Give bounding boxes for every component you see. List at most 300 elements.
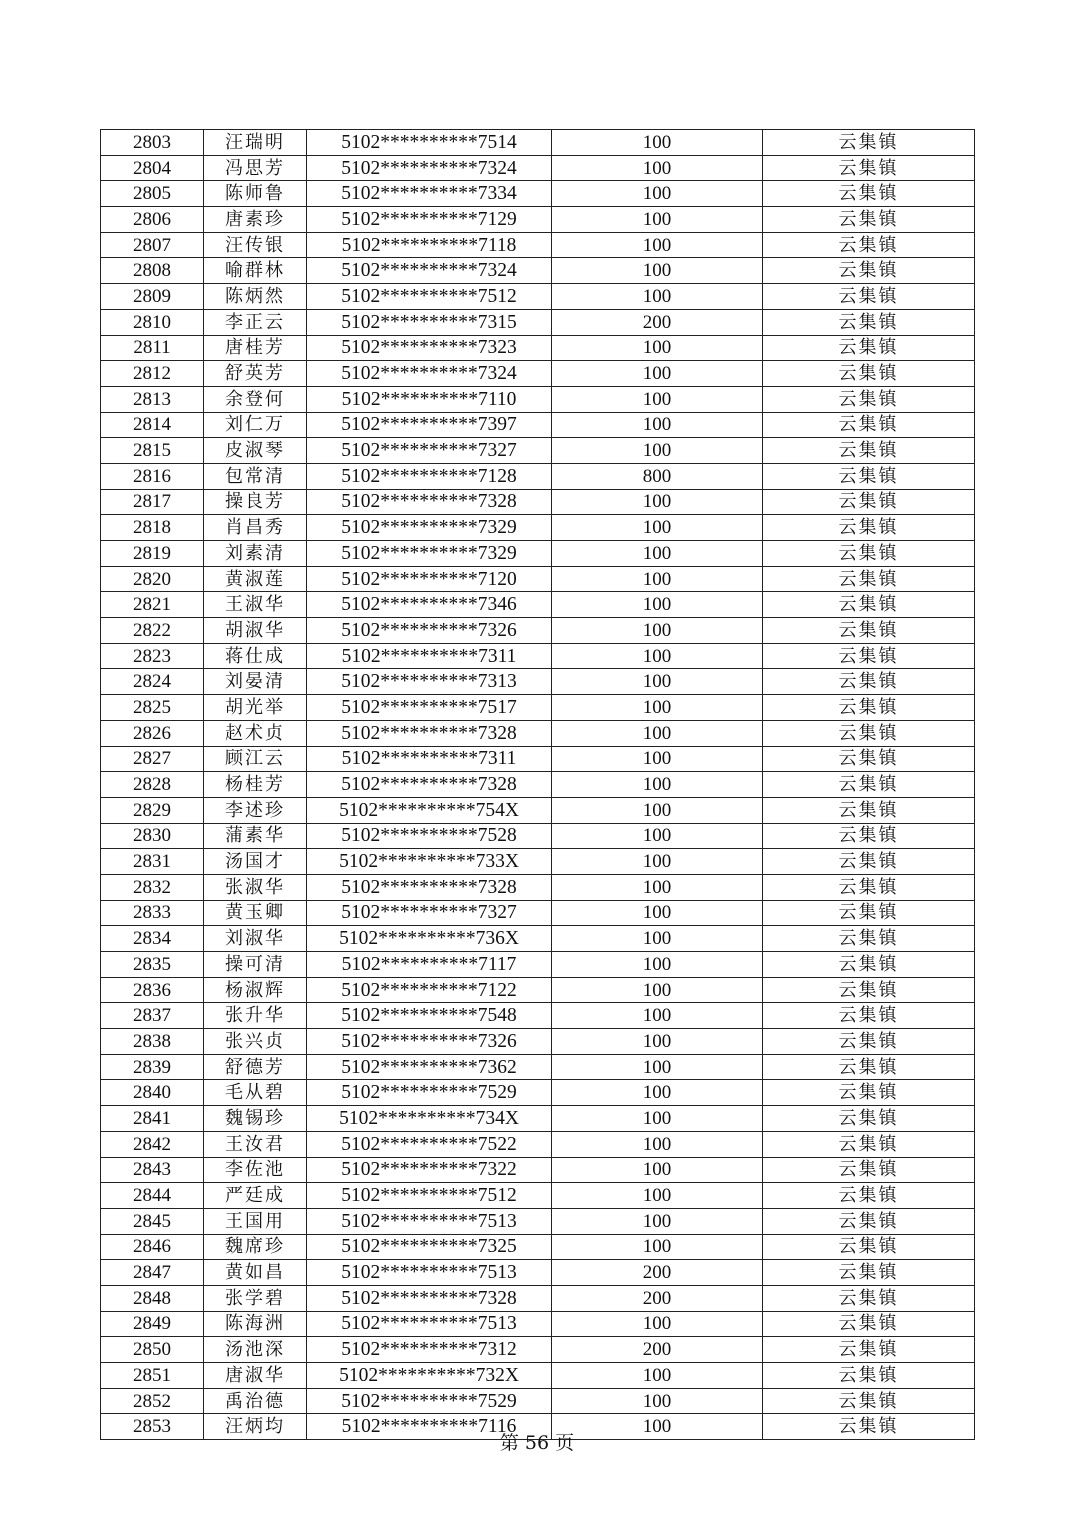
id-number-cell: 5102**********7326 — [307, 618, 552, 644]
name-cell: 刘仁万 — [204, 412, 307, 438]
id-number-cell: 5102**********7514 — [307, 130, 552, 156]
amount-cell: 100 — [552, 412, 763, 438]
table-row — [101, 1183, 975, 1209]
table-row — [101, 1234, 975, 1260]
id-number-cell: 5102**********7110 — [307, 386, 552, 412]
name-cell: 冯思芳 — [204, 155, 307, 181]
id-number-cell: 5102**********7322 — [307, 1157, 552, 1183]
row-number-cell: 2820 — [101, 566, 204, 592]
town-cell: 云集镇 — [763, 361, 975, 387]
row-number-cell: 2805 — [101, 181, 204, 207]
row-number-cell: 2813 — [101, 386, 204, 412]
table-row — [101, 849, 975, 875]
table-row — [101, 515, 975, 541]
town-cell: 云集镇 — [763, 155, 975, 181]
town-cell: 云集镇 — [763, 1106, 975, 1132]
row-number-cell: 2850 — [101, 1337, 204, 1363]
amount-cell: 100 — [552, 618, 763, 644]
town-cell: 云集镇 — [763, 489, 975, 515]
name-cell: 刘晏清 — [204, 669, 307, 695]
table-row — [101, 1363, 975, 1389]
name-cell: 余登何 — [204, 386, 307, 412]
table-row — [101, 592, 975, 618]
id-number-cell: 5102**********7120 — [307, 566, 552, 592]
name-cell: 蒲素华 — [204, 823, 307, 849]
row-number-cell: 2846 — [101, 1234, 204, 1260]
name-cell: 汪瑞明 — [204, 130, 307, 156]
name-cell: 王国用 — [204, 1208, 307, 1234]
table-row — [101, 207, 975, 233]
id-number-cell: 5102**********7513 — [307, 1260, 552, 1286]
town-cell: 云集镇 — [763, 284, 975, 310]
table-row — [101, 284, 975, 310]
name-cell: 胡淑华 — [204, 618, 307, 644]
town-cell: 云集镇 — [763, 695, 975, 721]
id-number-cell: 5102**********7326 — [307, 1029, 552, 1055]
row-number-cell: 2818 — [101, 515, 204, 541]
id-number-cell: 5102**********7311 — [307, 746, 552, 772]
table-row — [101, 386, 975, 412]
town-cell: 云集镇 — [763, 1003, 975, 1029]
beneficiary-table — [100, 129, 975, 1440]
row-number-cell: 2833 — [101, 900, 204, 926]
id-number-cell: 5102**********7325 — [307, 1234, 552, 1260]
table-row — [101, 438, 975, 464]
amount-cell: 100 — [552, 386, 763, 412]
id-number-cell: 5102**********7328 — [307, 1285, 552, 1311]
id-number-cell: 5102**********7323 — [307, 335, 552, 361]
name-cell: 唐淑华 — [204, 1363, 307, 1389]
row-number-cell: 2812 — [101, 361, 204, 387]
amount-cell: 100 — [552, 1003, 763, 1029]
id-number-cell: 5102**********7128 — [307, 463, 552, 489]
row-number-cell: 2835 — [101, 952, 204, 978]
amount-cell: 100 — [552, 772, 763, 798]
amount-cell: 100 — [552, 438, 763, 464]
table-row — [101, 155, 975, 181]
town-cell: 云集镇 — [763, 874, 975, 900]
town-cell: 云集镇 — [763, 1054, 975, 1080]
id-number-cell: 5102**********7324 — [307, 155, 552, 181]
town-cell: 云集镇 — [763, 1260, 975, 1286]
town-cell: 云集镇 — [763, 1029, 975, 1055]
amount-cell: 100 — [552, 1414, 763, 1440]
table-row — [101, 361, 975, 387]
row-number-cell: 2819 — [101, 541, 204, 567]
table-row — [101, 1106, 975, 1132]
row-number-cell: 2826 — [101, 720, 204, 746]
amount-cell: 100 — [552, 1106, 763, 1132]
town-cell: 云集镇 — [763, 1388, 975, 1414]
table-row — [101, 669, 975, 695]
amount-cell: 100 — [552, 746, 763, 772]
town-cell: 云集镇 — [763, 1414, 975, 1440]
id-number-cell: 5102**********7513 — [307, 1208, 552, 1234]
name-cell: 张升华 — [204, 1003, 307, 1029]
table-row — [101, 1157, 975, 1183]
row-number-cell: 2822 — [101, 618, 204, 644]
amount-cell: 100 — [552, 155, 763, 181]
amount-cell: 100 — [552, 1054, 763, 1080]
town-cell: 云集镇 — [763, 1131, 975, 1157]
town-cell: 云集镇 — [763, 130, 975, 156]
id-number-cell: 5102**********7324 — [307, 361, 552, 387]
amount-cell: 100 — [552, 515, 763, 541]
town-cell: 云集镇 — [763, 1311, 975, 1337]
town-cell: 云集镇 — [763, 566, 975, 592]
id-number-cell: 5102**********7529 — [307, 1080, 552, 1106]
row-number-cell: 2817 — [101, 489, 204, 515]
amount-cell: 100 — [552, 720, 763, 746]
table-row — [101, 1080, 975, 1106]
name-cell: 赵术贞 — [204, 720, 307, 746]
table-row — [101, 952, 975, 978]
name-cell: 汪炳均 — [204, 1414, 307, 1440]
id-number-cell: 5102**********7328 — [307, 772, 552, 798]
amount-cell: 100 — [552, 232, 763, 258]
table-row — [101, 977, 975, 1003]
table-row — [101, 1285, 975, 1311]
table-row — [101, 695, 975, 721]
row-number-cell: 2825 — [101, 695, 204, 721]
town-cell: 云集镇 — [763, 926, 975, 952]
id-number-cell: 5102**********7324 — [307, 258, 552, 284]
name-cell: 张兴贞 — [204, 1029, 307, 1055]
table-row — [101, 463, 975, 489]
id-number-cell: 5102**********732X — [307, 1363, 552, 1389]
town-cell: 云集镇 — [763, 412, 975, 438]
table-row — [101, 746, 975, 772]
row-number-cell: 2807 — [101, 232, 204, 258]
row-number-cell: 2808 — [101, 258, 204, 284]
town-cell: 云集镇 — [763, 952, 975, 978]
town-cell: 云集镇 — [763, 258, 975, 284]
name-cell: 汤池深 — [204, 1337, 307, 1363]
name-cell: 胡光举 — [204, 695, 307, 721]
town-cell: 云集镇 — [763, 309, 975, 335]
name-cell: 喻群林 — [204, 258, 307, 284]
name-cell: 王汝君 — [204, 1131, 307, 1157]
table-row — [101, 643, 975, 669]
row-number-cell: 2849 — [101, 1311, 204, 1337]
row-number-cell: 2810 — [101, 309, 204, 335]
amount-cell: 100 — [552, 823, 763, 849]
amount-cell: 100 — [552, 977, 763, 1003]
name-cell: 魏席珍 — [204, 1234, 307, 1260]
name-cell: 刘素清 — [204, 541, 307, 567]
name-cell: 陈师鲁 — [204, 181, 307, 207]
name-cell: 操良芳 — [204, 489, 307, 515]
row-number-cell: 2852 — [101, 1388, 204, 1414]
amount-cell: 100 — [552, 874, 763, 900]
amount-cell: 100 — [552, 1183, 763, 1209]
name-cell: 包常清 — [204, 463, 307, 489]
id-number-cell: 5102**********7118 — [307, 232, 552, 258]
id-number-cell: 5102**********7346 — [307, 592, 552, 618]
town-cell: 云集镇 — [763, 797, 975, 823]
id-number-cell: 5102**********7311 — [307, 643, 552, 669]
town-cell: 云集镇 — [763, 592, 975, 618]
name-cell: 黄如昌 — [204, 1260, 307, 1286]
table-row — [101, 1388, 975, 1414]
town-cell: 云集镇 — [763, 1337, 975, 1363]
amount-cell: 100 — [552, 643, 763, 669]
table-row — [101, 1054, 975, 1080]
id-number-cell: 5102**********7522 — [307, 1131, 552, 1157]
row-number-cell: 2836 — [101, 977, 204, 1003]
row-number-cell: 2832 — [101, 874, 204, 900]
table-body — [101, 130, 975, 1440]
id-number-cell: 5102**********7517 — [307, 695, 552, 721]
name-cell: 唐桂芳 — [204, 335, 307, 361]
table-row — [101, 130, 975, 156]
amount-cell: 200 — [552, 309, 763, 335]
town-cell: 云集镇 — [763, 823, 975, 849]
amount-cell: 100 — [552, 797, 763, 823]
town-cell: 云集镇 — [763, 977, 975, 1003]
name-cell: 汤国才 — [204, 849, 307, 875]
amount-cell: 100 — [552, 952, 763, 978]
name-cell: 禹治德 — [204, 1388, 307, 1414]
id-number-cell: 5102**********7328 — [307, 720, 552, 746]
amount-cell: 100 — [552, 130, 763, 156]
table-row — [101, 1260, 975, 1286]
page-number: 第 56 页 — [499, 1432, 575, 1454]
name-cell: 王淑华 — [204, 592, 307, 618]
name-cell: 杨淑辉 — [204, 977, 307, 1003]
amount-cell: 100 — [552, 566, 763, 592]
town-cell: 云集镇 — [763, 232, 975, 258]
table-row — [101, 309, 975, 335]
name-cell: 刘淑华 — [204, 926, 307, 952]
town-cell: 云集镇 — [763, 541, 975, 567]
amount-cell: 100 — [552, 900, 763, 926]
name-cell: 李正云 — [204, 309, 307, 335]
amount-cell: 100 — [552, 849, 763, 875]
amount-cell: 100 — [552, 1131, 763, 1157]
town-cell: 云集镇 — [763, 438, 975, 464]
id-number-cell: 5102**********7397 — [307, 412, 552, 438]
id-number-cell: 5102**********7116 — [307, 1414, 552, 1440]
id-number-cell: 5102**********7328 — [307, 489, 552, 515]
row-number-cell: 2848 — [101, 1285, 204, 1311]
id-number-cell: 5102**********7512 — [307, 1183, 552, 1209]
table-row — [101, 720, 975, 746]
name-cell: 张淑华 — [204, 874, 307, 900]
id-number-cell: 5102**********733X — [307, 849, 552, 875]
name-cell: 陈海洲 — [204, 1311, 307, 1337]
table-row — [101, 772, 975, 798]
id-number-cell: 5102**********7327 — [307, 900, 552, 926]
row-number-cell: 2830 — [101, 823, 204, 849]
row-number-cell: 2841 — [101, 1106, 204, 1132]
town-cell: 云集镇 — [763, 1183, 975, 1209]
name-cell: 毛从碧 — [204, 1080, 307, 1106]
id-number-cell: 5102**********736X — [307, 926, 552, 952]
id-number-cell: 5102**********7528 — [307, 823, 552, 849]
town-cell: 云集镇 — [763, 643, 975, 669]
row-number-cell: 2853 — [101, 1414, 204, 1440]
town-cell: 云集镇 — [763, 1157, 975, 1183]
amount-cell: 100 — [552, 361, 763, 387]
name-cell: 严廷成 — [204, 1183, 307, 1209]
id-number-cell: 5102**********7529 — [307, 1388, 552, 1414]
table-row — [101, 900, 975, 926]
id-number-cell: 5102**********7117 — [307, 952, 552, 978]
amount-cell: 100 — [552, 1234, 763, 1260]
id-number-cell: 5102**********7329 — [307, 515, 552, 541]
table-row — [101, 335, 975, 361]
row-number-cell: 2834 — [101, 926, 204, 952]
amount-cell: 100 — [552, 181, 763, 207]
name-cell: 陈炳然 — [204, 284, 307, 310]
row-number-cell: 2831 — [101, 849, 204, 875]
table-row — [101, 541, 975, 567]
table-row — [101, 258, 975, 284]
town-cell: 云集镇 — [763, 1363, 975, 1389]
table-row — [101, 618, 975, 644]
table-row — [101, 1003, 975, 1029]
town-cell: 云集镇 — [763, 1285, 975, 1311]
town-cell: 云集镇 — [763, 1080, 975, 1106]
town-cell: 云集镇 — [763, 746, 975, 772]
town-cell: 云集镇 — [763, 207, 975, 233]
name-cell: 舒英芳 — [204, 361, 307, 387]
town-cell: 云集镇 — [763, 849, 975, 875]
town-cell: 云集镇 — [763, 1234, 975, 1260]
id-number-cell: 5102**********7334 — [307, 181, 552, 207]
row-number-cell: 2803 — [101, 130, 204, 156]
row-number-cell: 2809 — [101, 284, 204, 310]
name-cell: 黄淑莲 — [204, 566, 307, 592]
amount-cell: 100 — [552, 1208, 763, 1234]
name-cell: 魏锡珍 — [204, 1106, 307, 1132]
row-number-cell: 2843 — [101, 1157, 204, 1183]
id-number-cell: 5102**********7129 — [307, 207, 552, 233]
amount-cell: 100 — [552, 1157, 763, 1183]
id-number-cell: 5102**********7513 — [307, 1311, 552, 1337]
town-cell: 云集镇 — [763, 669, 975, 695]
amount-cell: 200 — [552, 1285, 763, 1311]
amount-cell: 200 — [552, 1337, 763, 1363]
name-cell: 杨桂芳 — [204, 772, 307, 798]
row-number-cell: 2814 — [101, 412, 204, 438]
id-number-cell: 5102**********7315 — [307, 309, 552, 335]
name-cell: 操可清 — [204, 952, 307, 978]
amount-cell: 100 — [552, 335, 763, 361]
row-number-cell: 2828 — [101, 772, 204, 798]
table-row — [101, 1131, 975, 1157]
row-number-cell: 2851 — [101, 1363, 204, 1389]
row-number-cell: 2845 — [101, 1208, 204, 1234]
amount-cell: 100 — [552, 258, 763, 284]
amount-cell: 100 — [552, 1029, 763, 1055]
id-number-cell: 5102**********754X — [307, 797, 552, 823]
town-cell: 云集镇 — [763, 181, 975, 207]
amount-cell: 100 — [552, 541, 763, 567]
name-cell: 蒋仕成 — [204, 643, 307, 669]
name-cell: 李述珍 — [204, 797, 307, 823]
town-cell: 云集镇 — [763, 463, 975, 489]
id-number-cell: 5102**********7327 — [307, 438, 552, 464]
town-cell: 云集镇 — [763, 900, 975, 926]
name-cell: 汪传银 — [204, 232, 307, 258]
town-cell: 云集镇 — [763, 772, 975, 798]
table-row — [101, 566, 975, 592]
table-row — [101, 1337, 975, 1363]
row-number-cell: 2842 — [101, 1131, 204, 1157]
amount-cell: 100 — [552, 1363, 763, 1389]
row-number-cell: 2824 — [101, 669, 204, 695]
town-cell: 云集镇 — [763, 335, 975, 361]
id-number-cell: 5102**********7548 — [307, 1003, 552, 1029]
table-row — [101, 926, 975, 952]
row-number-cell: 2827 — [101, 746, 204, 772]
id-number-cell: 5102**********7313 — [307, 669, 552, 695]
id-number-cell: 5102**********7122 — [307, 977, 552, 1003]
name-cell: 张学碧 — [204, 1285, 307, 1311]
row-number-cell: 2816 — [101, 463, 204, 489]
amount-cell: 100 — [552, 926, 763, 952]
table-row — [101, 1311, 975, 1337]
row-number-cell: 2823 — [101, 643, 204, 669]
row-number-cell: 2829 — [101, 797, 204, 823]
id-number-cell: 5102**********7362 — [307, 1054, 552, 1080]
id-number-cell: 5102**********7328 — [307, 874, 552, 900]
row-number-cell: 2840 — [101, 1080, 204, 1106]
name-cell: 皮淑琴 — [204, 438, 307, 464]
amount-cell: 100 — [552, 1080, 763, 1106]
row-number-cell: 2821 — [101, 592, 204, 618]
amount-cell: 100 — [552, 1311, 763, 1337]
row-number-cell: 2815 — [101, 438, 204, 464]
row-number-cell: 2838 — [101, 1029, 204, 1055]
amount-cell: 100 — [552, 592, 763, 618]
town-cell: 云集镇 — [763, 720, 975, 746]
table-row — [101, 412, 975, 438]
name-cell: 肖昌秀 — [204, 515, 307, 541]
amount-cell: 100 — [552, 284, 763, 310]
table-row — [101, 1208, 975, 1234]
amount-cell: 100 — [552, 669, 763, 695]
id-number-cell: 5102**********7512 — [307, 284, 552, 310]
table-row — [101, 823, 975, 849]
row-number-cell: 2839 — [101, 1054, 204, 1080]
name-cell: 李佐池 — [204, 1157, 307, 1183]
table-row — [101, 1029, 975, 1055]
town-cell: 云集镇 — [763, 618, 975, 644]
row-number-cell: 2806 — [101, 207, 204, 233]
table-row — [101, 489, 975, 515]
id-number-cell: 5102**********7329 — [307, 541, 552, 567]
name-cell: 顾江云 — [204, 746, 307, 772]
row-number-cell: 2837 — [101, 1003, 204, 1029]
table-row — [101, 797, 975, 823]
name-cell: 唐素珍 — [204, 207, 307, 233]
amount-cell: 100 — [552, 695, 763, 721]
name-cell: 舒德芳 — [204, 1054, 307, 1080]
town-cell: 云集镇 — [763, 386, 975, 412]
amount-cell: 100 — [552, 489, 763, 515]
name-cell: 黄玉卿 — [204, 900, 307, 926]
town-cell: 云集镇 — [763, 515, 975, 541]
amount-cell: 200 — [552, 1260, 763, 1286]
row-number-cell: 2811 — [101, 335, 204, 361]
town-cell: 云集镇 — [763, 1208, 975, 1234]
id-number-cell: 5102**********734X — [307, 1106, 552, 1132]
row-number-cell: 2844 — [101, 1183, 204, 1209]
table-row — [101, 181, 975, 207]
